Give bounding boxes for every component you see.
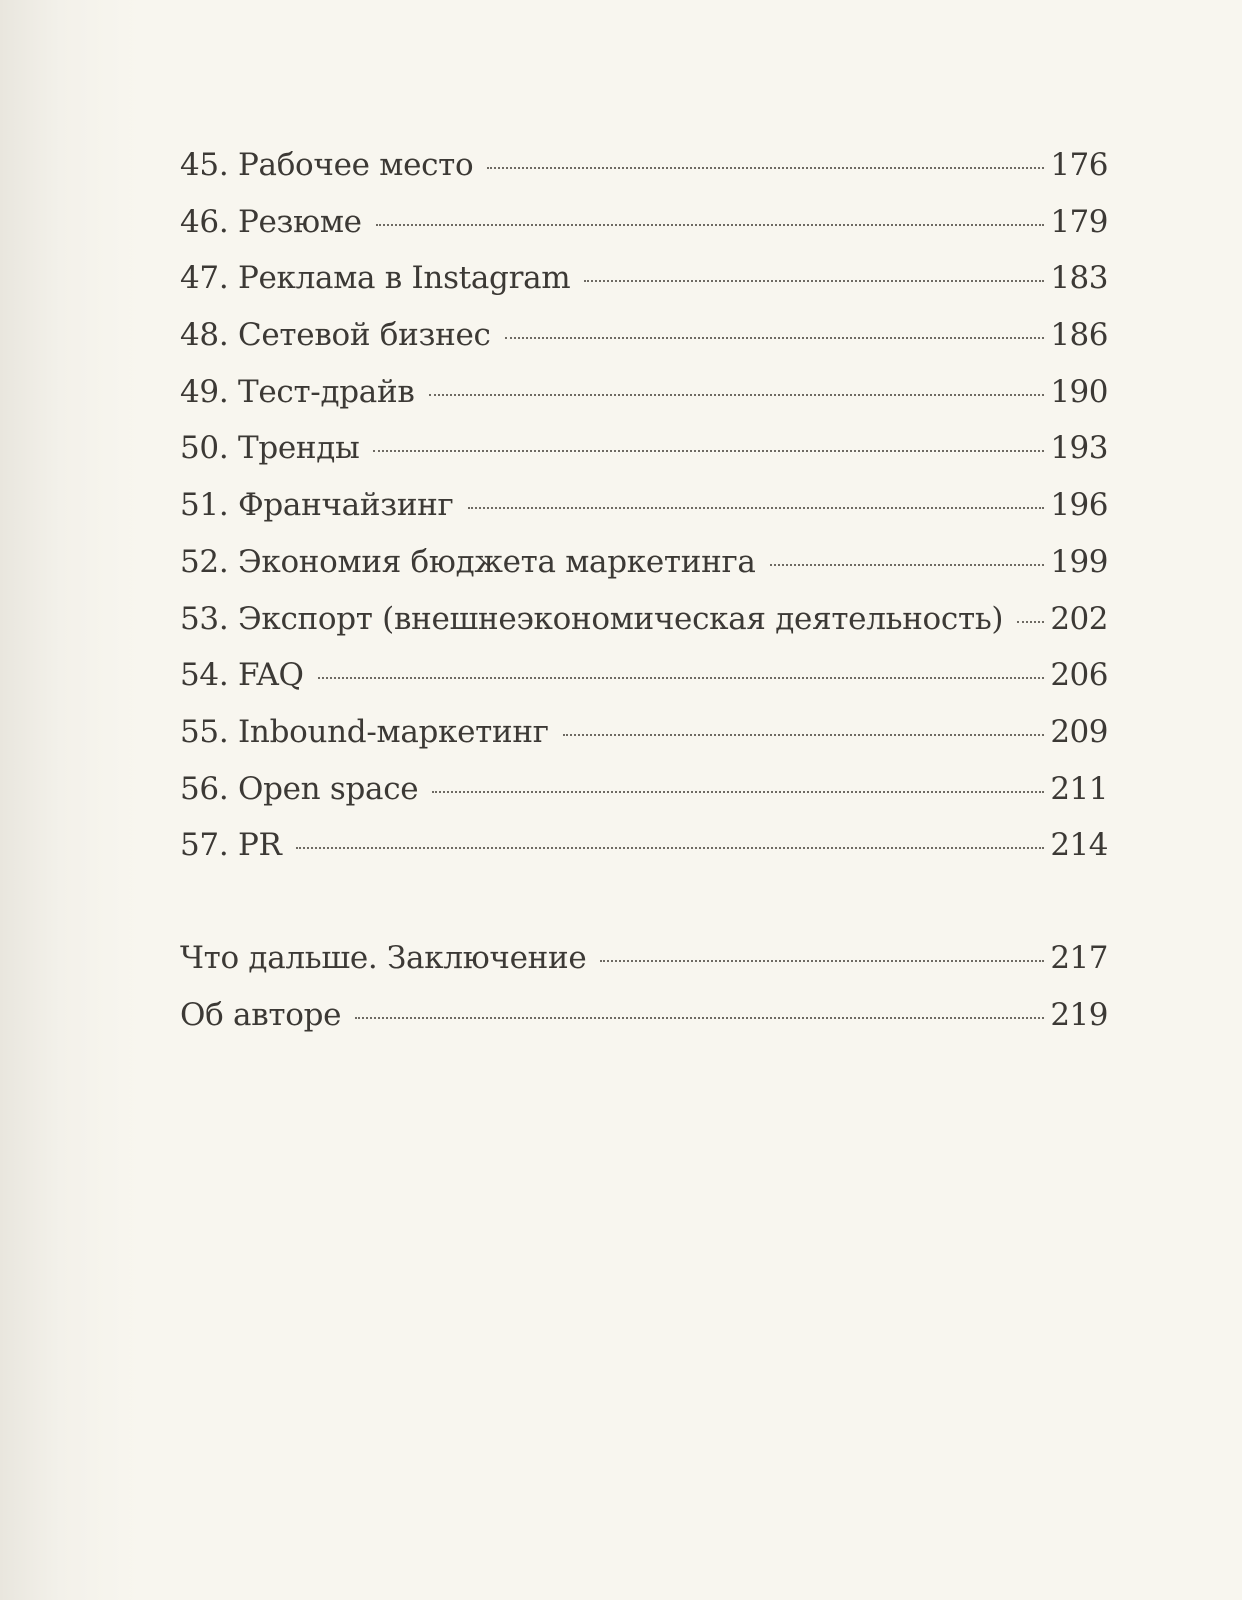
dot-leader xyxy=(429,394,1045,396)
dot-leader xyxy=(432,791,1044,793)
dot-leader xyxy=(318,677,1044,679)
toc-entry xyxy=(180,601,1108,658)
dot-leader xyxy=(373,450,1044,452)
toc-entry-title: 47. Реклама в Instagram xyxy=(180,260,571,297)
dot-leader xyxy=(1017,621,1044,623)
toc-entry-title: 46. Резюме xyxy=(180,203,362,240)
toc-entry-page: 202 xyxy=(1050,600,1108,637)
toc-entry-title: 54. FAQ xyxy=(180,657,304,694)
dot-leader xyxy=(487,167,1044,169)
toc-entry xyxy=(180,147,1108,204)
dot-leader xyxy=(770,564,1044,566)
toc-entry xyxy=(180,997,1108,1054)
dot-leader xyxy=(505,337,1044,339)
toc-entry-page: 209 xyxy=(1050,713,1108,750)
dot-leader xyxy=(468,507,1045,509)
toc-entry-page: 179 xyxy=(1050,203,1108,240)
toc-entry xyxy=(180,374,1108,431)
toc-entry-page: 186 xyxy=(1050,317,1108,354)
toc-entry xyxy=(180,544,1108,601)
toc-entry xyxy=(180,771,1108,828)
toc-entry-title: 48. Сетевой бизнес xyxy=(180,317,491,354)
dot-leader xyxy=(563,734,1044,736)
toc-entry-title: 53. Экспорт (внешнеэкономическая деятельность) xyxy=(180,600,1004,637)
dot-leader xyxy=(584,280,1044,282)
toc-entry xyxy=(180,317,1108,374)
section-gap xyxy=(180,884,1108,940)
table-of-contents xyxy=(180,147,1108,1053)
toc-entry-page: 199 xyxy=(1050,543,1108,580)
toc-entry xyxy=(180,487,1108,544)
toc-entry-title: 45. Рабочее место xyxy=(180,147,474,183)
toc-entry xyxy=(180,204,1108,261)
toc-entry-title: 50. Тренды xyxy=(180,430,360,467)
toc-entry-page: 214 xyxy=(1050,827,1108,864)
toc-entry-title: 56. Open space xyxy=(180,770,419,807)
toc-entry-page: 196 xyxy=(1050,487,1108,524)
toc-entry xyxy=(180,714,1108,771)
toc-entry-title: 51. Франчайзинг xyxy=(180,487,454,524)
toc-entry-title: Что дальше. Заключение xyxy=(180,939,587,976)
toc-entry xyxy=(180,940,1108,997)
dot-leader xyxy=(376,224,1044,226)
dot-leader xyxy=(600,960,1044,962)
toc-entry xyxy=(180,657,1108,714)
toc-entry xyxy=(180,827,1108,884)
toc-entry-page: 183 xyxy=(1050,260,1108,297)
toc-entry-title: 49. Тест-драйв xyxy=(180,373,415,410)
toc-entry-title: 55. Inbound-маркетинг xyxy=(180,713,549,750)
toc-entry-title: 57. PR xyxy=(180,827,282,864)
toc-entry-title: 52. Экономия бюджета маркетинга xyxy=(180,543,756,580)
dot-leader xyxy=(296,847,1044,849)
toc-entry xyxy=(180,260,1108,317)
toc-entry-page: 193 xyxy=(1050,430,1108,467)
toc-entry-page: 176 xyxy=(1050,147,1108,183)
toc-entry-page: 190 xyxy=(1050,373,1108,410)
toc-entry-page: 219 xyxy=(1050,996,1108,1033)
toc-entry-title: Об авторе xyxy=(180,996,342,1033)
toc-entry-page: 206 xyxy=(1050,657,1108,694)
toc-entry-page: 211 xyxy=(1050,770,1108,807)
toc-entry-page: 217 xyxy=(1050,939,1108,976)
dot-leader xyxy=(355,1017,1044,1019)
toc-entry xyxy=(180,430,1108,487)
